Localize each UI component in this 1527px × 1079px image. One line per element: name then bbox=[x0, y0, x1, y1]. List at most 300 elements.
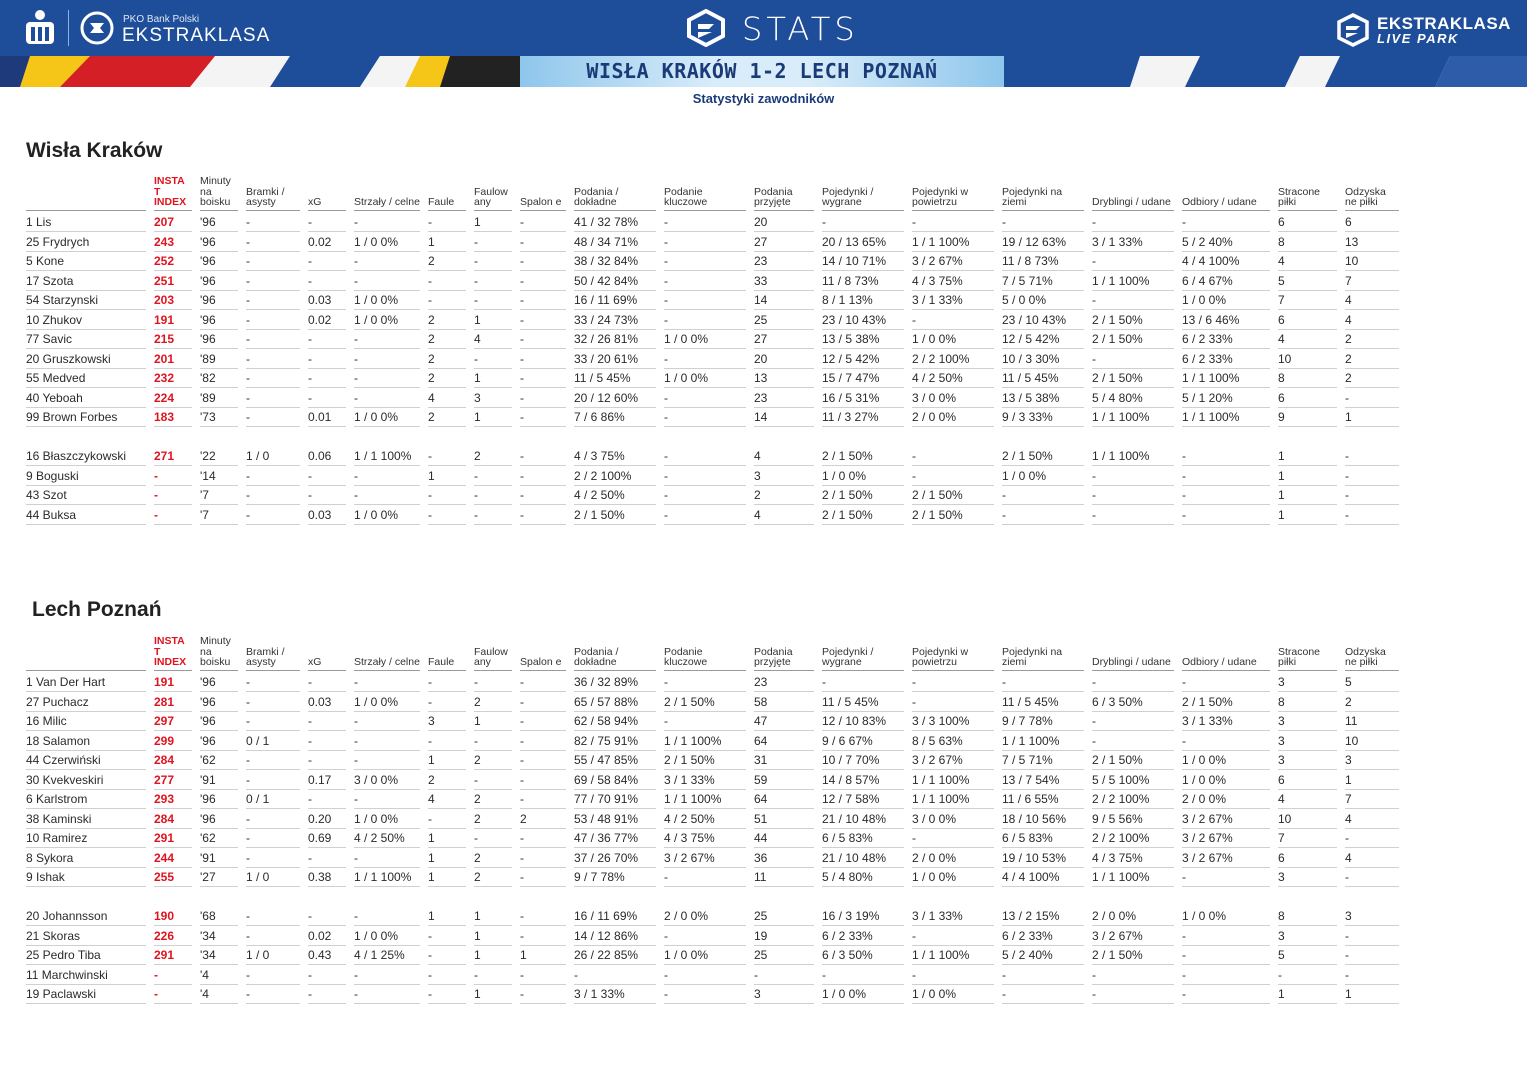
stat-cell bbox=[198, 692, 244, 712]
stat-value: - bbox=[428, 272, 466, 291]
stat-cell bbox=[244, 790, 306, 810]
stat-value: - bbox=[520, 486, 566, 505]
stat-cell bbox=[572, 408, 662, 428]
stat-cell bbox=[820, 408, 910, 428]
stat-value: 7 / 5 71% bbox=[1002, 751, 1084, 770]
spacer-cell bbox=[572, 887, 662, 907]
stat-cell bbox=[1000, 271, 1090, 291]
stat-value: '4 bbox=[200, 985, 238, 1004]
stat-cell bbox=[198, 349, 244, 369]
stat-cell bbox=[472, 868, 518, 888]
spacer-cell bbox=[24, 427, 152, 447]
stat-cell bbox=[152, 731, 198, 751]
stat-value: 10 bbox=[1278, 350, 1337, 369]
stat-cell bbox=[352, 408, 426, 428]
stat-value: 2 / 2 100% bbox=[912, 350, 994, 369]
stat-cell bbox=[152, 673, 198, 693]
stat-value: 4 bbox=[754, 447, 814, 466]
stat-cell bbox=[752, 388, 820, 408]
stat-cell bbox=[152, 751, 198, 771]
stat-value: 11 bbox=[754, 868, 814, 887]
stat-cell bbox=[662, 505, 752, 525]
stat-cell bbox=[198, 829, 244, 849]
stat-value: 1 / 1 100% bbox=[1092, 447, 1174, 466]
stat-cell bbox=[518, 751, 572, 771]
stat-cell bbox=[1343, 330, 1405, 350]
stat-cell bbox=[572, 790, 662, 810]
stat-value: 23 bbox=[754, 252, 814, 271]
stat-value: - bbox=[520, 673, 566, 692]
stat-cell bbox=[662, 907, 752, 927]
stat-value: - bbox=[1092, 673, 1174, 692]
player-name-cell bbox=[24, 712, 152, 732]
player-row bbox=[24, 505, 1405, 525]
stat-cell bbox=[1090, 790, 1180, 810]
player-row bbox=[24, 310, 1405, 330]
stat-value: - bbox=[1345, 927, 1399, 946]
stat-value: - bbox=[308, 712, 346, 731]
stat-cell bbox=[518, 790, 572, 810]
column-header bbox=[352, 636, 426, 673]
stat-value: - bbox=[664, 233, 746, 252]
stat-value: - bbox=[1182, 966, 1270, 985]
stat-cell bbox=[1090, 408, 1180, 428]
stat-value: 224 bbox=[154, 389, 192, 408]
stat-value: 1 / 0 0% bbox=[354, 693, 420, 712]
stat-cell bbox=[572, 252, 662, 272]
stat-value: 25 bbox=[754, 311, 814, 330]
stat-value: 16 / 11 69% bbox=[574, 907, 656, 926]
stat-cell bbox=[1180, 692, 1276, 712]
stat-cell bbox=[572, 232, 662, 252]
stat-cell bbox=[1276, 369, 1343, 389]
stat-cell bbox=[1090, 829, 1180, 849]
column-header bbox=[24, 636, 152, 673]
stat-cell bbox=[1090, 673, 1180, 693]
stat-value: - bbox=[520, 693, 566, 712]
stat-cell bbox=[662, 712, 752, 732]
stat-cell bbox=[198, 291, 244, 311]
column-header bbox=[1180, 636, 1276, 673]
stat-cell bbox=[1276, 486, 1343, 506]
stat-cell bbox=[472, 926, 518, 946]
stat-cell bbox=[426, 751, 472, 771]
column-header-label: Podania / dokładne bbox=[574, 187, 656, 211]
stat-value: - bbox=[1182, 486, 1270, 505]
stat-value: 1 / 1 100% bbox=[912, 771, 994, 790]
stat-cell bbox=[1090, 252, 1180, 272]
stat-cell bbox=[572, 388, 662, 408]
stat-value: - bbox=[154, 467, 192, 486]
stat-value: - bbox=[428, 946, 466, 965]
stat-cell bbox=[306, 985, 352, 1005]
stat-value: 1 / 0 0% bbox=[354, 233, 420, 252]
stat-cell bbox=[1090, 751, 1180, 771]
stat-value: 38 / 32 84% bbox=[574, 252, 656, 271]
stat-cell bbox=[1180, 388, 1276, 408]
spacer-cell bbox=[152, 427, 198, 447]
player-name-cell bbox=[24, 271, 152, 291]
stat-value: 1 / 1 100% bbox=[1002, 732, 1084, 751]
stat-cell bbox=[472, 388, 518, 408]
stat-value: - bbox=[474, 233, 512, 252]
stat-cell bbox=[752, 731, 820, 751]
stat-value: 1 bbox=[1278, 486, 1337, 505]
stat-value: 1 / 1 100% bbox=[912, 946, 994, 965]
stat-value: 6 / 2 33% bbox=[1002, 927, 1084, 946]
stat-value: - bbox=[354, 907, 420, 926]
stat-value: 6 / 5 83% bbox=[822, 829, 904, 848]
stat-value: - bbox=[246, 907, 300, 926]
stat-value: 69 / 58 84% bbox=[574, 771, 656, 790]
stat-cell bbox=[910, 408, 1000, 428]
stat-value: 2 / 1 50% bbox=[664, 751, 746, 770]
stat-value: '96 bbox=[200, 330, 238, 349]
stat-value: 19 / 10 53% bbox=[1002, 849, 1084, 868]
stat-value: - bbox=[474, 486, 512, 505]
stat-value: 1 / 1 100% bbox=[664, 732, 746, 751]
player-row bbox=[24, 829, 1405, 849]
stat-value: 1 bbox=[1278, 985, 1337, 1004]
player-row bbox=[24, 809, 1405, 829]
stat-value: 4 bbox=[1345, 810, 1399, 829]
player-row bbox=[24, 751, 1405, 771]
stat-value: 2 / 1 50% bbox=[1002, 447, 1084, 466]
stat-value: 1 / 1 100% bbox=[912, 790, 994, 809]
stat-cell bbox=[352, 271, 426, 291]
stat-cell bbox=[152, 965, 198, 985]
stat-value: - bbox=[354, 732, 420, 751]
column-header bbox=[518, 636, 572, 673]
player-row bbox=[24, 466, 1405, 486]
stat-cell bbox=[752, 712, 820, 732]
stat-value: 6 / 2 33% bbox=[822, 927, 904, 946]
stat-value: - bbox=[1002, 985, 1084, 1004]
spacer-cell bbox=[820, 427, 910, 447]
stat-cell bbox=[472, 330, 518, 350]
stat-cell bbox=[1343, 829, 1405, 849]
stat-cell bbox=[244, 369, 306, 389]
stat-value: 11 / 5 45% bbox=[1002, 369, 1084, 388]
stat-value: 1 / 0 0% bbox=[354, 408, 420, 427]
player-name: 27 Puchacz bbox=[26, 693, 146, 712]
stat-cell bbox=[426, 486, 472, 506]
stat-value: 65 / 57 88% bbox=[574, 693, 656, 712]
stat-value: 2 / 0 0% bbox=[1092, 907, 1174, 926]
stat-cell bbox=[352, 673, 426, 693]
stat-cell bbox=[472, 790, 518, 810]
stat-value: 19 / 12 63% bbox=[1002, 233, 1084, 252]
column-header bbox=[1180, 176, 1276, 213]
stat-cell bbox=[1276, 926, 1343, 946]
stat-cell bbox=[518, 213, 572, 233]
spacer-cell bbox=[352, 887, 426, 907]
column-header bbox=[24, 176, 152, 213]
stat-value: 8 / 5 63% bbox=[912, 732, 994, 751]
column-header bbox=[910, 176, 1000, 213]
stat-cell bbox=[1180, 751, 1276, 771]
stat-cell bbox=[820, 447, 910, 467]
stat-value: 1 bbox=[474, 712, 512, 731]
player-name-cell bbox=[24, 848, 152, 868]
stat-value: - bbox=[1182, 732, 1270, 751]
stat-value: - bbox=[1182, 868, 1270, 887]
stat-cell bbox=[306, 848, 352, 868]
stat-value: - bbox=[354, 790, 420, 809]
player-row bbox=[24, 271, 1405, 291]
stat-value: - bbox=[520, 712, 566, 731]
stat-cell bbox=[572, 907, 662, 927]
stat-cell bbox=[1276, 505, 1343, 525]
stat-cell bbox=[1000, 310, 1090, 330]
stat-cell bbox=[820, 271, 910, 291]
stat-cell bbox=[662, 466, 752, 486]
stat-cell bbox=[572, 770, 662, 790]
stat-value: 1 bbox=[1345, 408, 1399, 427]
stat-cell bbox=[572, 447, 662, 467]
stat-value: 27 bbox=[754, 330, 814, 349]
stat-cell bbox=[472, 907, 518, 927]
column-header-label: Pojedynki na ziemi bbox=[1002, 187, 1084, 211]
stat-value: 0.02 bbox=[308, 233, 346, 252]
stat-value: 226 bbox=[154, 927, 192, 946]
stat-cell bbox=[1090, 868, 1180, 888]
stat-value: 1 bbox=[474, 213, 512, 232]
stat-cell bbox=[244, 712, 306, 732]
stat-cell bbox=[198, 907, 244, 927]
stat-value: - bbox=[428, 213, 466, 232]
stat-value: - bbox=[664, 985, 746, 1004]
stat-cell bbox=[910, 252, 1000, 272]
stat-value: 3 bbox=[754, 467, 814, 486]
stat-cell bbox=[426, 505, 472, 525]
stat-value: 255 bbox=[154, 868, 192, 887]
stat-value: - bbox=[912, 966, 994, 985]
stat-cell bbox=[352, 466, 426, 486]
stat-value: - bbox=[1182, 946, 1270, 965]
column-header bbox=[472, 176, 518, 213]
stat-cell bbox=[1343, 232, 1405, 252]
stat-cell bbox=[752, 790, 820, 810]
spacer-cell bbox=[1180, 887, 1276, 907]
player-name: 9 Boguski bbox=[26, 467, 146, 486]
stat-cell bbox=[244, 486, 306, 506]
stat-cell bbox=[306, 965, 352, 985]
stat-cell bbox=[244, 731, 306, 751]
stat-value: 13 / 5 38% bbox=[1002, 389, 1084, 408]
stat-value: 284 bbox=[154, 751, 192, 770]
stat-cell bbox=[1000, 848, 1090, 868]
stat-value: - bbox=[520, 790, 566, 809]
stat-value: 3 / 1 33% bbox=[1092, 233, 1174, 252]
spacer-cell bbox=[518, 887, 572, 907]
stat-value: - bbox=[912, 311, 994, 330]
stat-value: 1 / 0 0% bbox=[664, 330, 746, 349]
stat-value: - bbox=[912, 467, 994, 486]
column-header bbox=[820, 636, 910, 673]
stat-cell bbox=[1276, 692, 1343, 712]
stat-cell bbox=[910, 868, 1000, 888]
stat-cell bbox=[1090, 486, 1180, 506]
stat-cell bbox=[352, 692, 426, 712]
stat-value: 6 / 3 50% bbox=[1092, 693, 1174, 712]
stat-cell bbox=[1090, 232, 1180, 252]
player-name: 17 Szota bbox=[26, 272, 146, 291]
stat-value: 243 bbox=[154, 233, 192, 252]
stat-cell bbox=[352, 291, 426, 311]
stat-cell bbox=[820, 829, 910, 849]
stat-cell bbox=[572, 486, 662, 506]
stat-cell bbox=[1000, 829, 1090, 849]
stat-cell bbox=[518, 712, 572, 732]
stat-cell bbox=[244, 232, 306, 252]
stat-value: 3 / 3 100% bbox=[912, 712, 994, 731]
stat-value: 284 bbox=[154, 810, 192, 829]
stat-value: - bbox=[428, 673, 466, 692]
stat-cell bbox=[1343, 809, 1405, 829]
stat-cell bbox=[152, 809, 198, 829]
stat-cell bbox=[1276, 985, 1343, 1005]
stat-value: - bbox=[246, 311, 300, 330]
stat-cell bbox=[910, 809, 1000, 829]
column-header-label: Odzyska ne piłki bbox=[1345, 647, 1399, 671]
column-header bbox=[426, 636, 472, 673]
stat-value: '91 bbox=[200, 849, 238, 868]
stat-value: 0.69 bbox=[308, 829, 346, 848]
stat-value: - bbox=[428, 291, 466, 310]
stat-value: - bbox=[664, 311, 746, 330]
stat-value: - bbox=[1345, 486, 1399, 505]
stat-cell bbox=[152, 946, 198, 966]
stat-cell bbox=[518, 330, 572, 350]
player-name-cell bbox=[24, 770, 152, 790]
stat-value: 1 / 1 100% bbox=[1182, 408, 1270, 427]
spacer-cell bbox=[1276, 427, 1343, 447]
player-name: 55 Medved bbox=[26, 369, 146, 388]
stats-logo-icon bbox=[686, 9, 726, 47]
stat-cell bbox=[352, 388, 426, 408]
stat-cell bbox=[352, 252, 426, 272]
stat-cell bbox=[1180, 809, 1276, 829]
stat-cell bbox=[306, 868, 352, 888]
spacer-cell bbox=[1000, 427, 1090, 447]
stat-value: 12 / 10 83% bbox=[822, 712, 904, 731]
stat-value: - bbox=[1182, 467, 1270, 486]
stat-value: 53 / 48 91% bbox=[574, 810, 656, 829]
stat-value: 4 / 1 25% bbox=[354, 946, 420, 965]
stat-cell bbox=[662, 965, 752, 985]
spacer-cell bbox=[910, 427, 1000, 447]
stat-value: 1 / 1 100% bbox=[1092, 868, 1174, 887]
player-name: 20 Gruszkowski bbox=[26, 350, 146, 369]
stat-cell bbox=[1180, 829, 1276, 849]
stat-value: - bbox=[474, 829, 512, 848]
stat-value: - bbox=[246, 213, 300, 232]
column-header bbox=[198, 176, 244, 213]
stat-cell bbox=[426, 466, 472, 486]
player-name-cell bbox=[24, 369, 152, 389]
stat-value: - bbox=[308, 252, 346, 271]
player-name-cell bbox=[24, 926, 152, 946]
stat-value: - bbox=[664, 868, 746, 887]
stat-cell bbox=[752, 751, 820, 771]
stat-value: 10 bbox=[1345, 252, 1399, 271]
stat-cell bbox=[662, 271, 752, 291]
stat-cell bbox=[306, 692, 352, 712]
stat-value: - bbox=[1092, 506, 1174, 525]
stat-value: 2 bbox=[474, 810, 512, 829]
stat-cell bbox=[910, 946, 1000, 966]
stat-cell bbox=[1343, 310, 1405, 330]
stat-value: - bbox=[474, 966, 512, 985]
stat-cell bbox=[198, 673, 244, 693]
stat-value: - bbox=[1092, 467, 1174, 486]
stat-cell bbox=[426, 213, 472, 233]
stat-value: 297 bbox=[154, 712, 192, 731]
stat-value: '96 bbox=[200, 213, 238, 232]
stat-cell bbox=[1180, 349, 1276, 369]
stat-cell bbox=[472, 466, 518, 486]
stat-value: - bbox=[520, 389, 566, 408]
stat-cell bbox=[1090, 349, 1180, 369]
stat-value: - bbox=[1092, 712, 1174, 731]
stat-value: '96 bbox=[200, 693, 238, 712]
stat-value: - bbox=[912, 693, 994, 712]
stat-cell bbox=[198, 868, 244, 888]
stat-cell bbox=[1000, 486, 1090, 506]
stat-cell bbox=[1343, 790, 1405, 810]
stat-value: 3 bbox=[1278, 673, 1337, 692]
stat-value: 5 / 2 40% bbox=[1002, 946, 1084, 965]
stat-value: 1 / 0 0% bbox=[912, 985, 994, 1004]
stat-value: 13 / 2 15% bbox=[1002, 907, 1084, 926]
player-name: 6 Karlstrom bbox=[26, 790, 146, 809]
column-header-label: Bramki / asysty bbox=[246, 647, 300, 671]
stat-cell bbox=[572, 712, 662, 732]
stat-value: '14 bbox=[200, 467, 238, 486]
stat-cell bbox=[1180, 712, 1276, 732]
stat-value: 2 / 1 50% bbox=[1092, 946, 1174, 965]
stat-cell bbox=[306, 408, 352, 428]
stat-value: - bbox=[428, 693, 466, 712]
stat-cell bbox=[152, 848, 198, 868]
stat-value: 0.06 bbox=[308, 447, 346, 466]
stat-value: 3 bbox=[428, 712, 466, 731]
stat-cell bbox=[1343, 252, 1405, 272]
stat-cell bbox=[244, 809, 306, 829]
stat-cell bbox=[820, 731, 910, 751]
stat-cell bbox=[198, 447, 244, 467]
stat-value: - bbox=[1182, 506, 1270, 525]
stat-value: - bbox=[1345, 389, 1399, 408]
stat-cell bbox=[1180, 965, 1276, 985]
player-name-cell bbox=[24, 408, 152, 428]
stat-value: 3 / 2 67% bbox=[912, 252, 994, 271]
player-name: 21 Skoras bbox=[26, 927, 146, 946]
stat-cell bbox=[662, 751, 752, 771]
stat-value: - bbox=[428, 810, 466, 829]
player-name-cell bbox=[24, 731, 152, 751]
stat-cell bbox=[198, 505, 244, 525]
stat-value: - bbox=[308, 907, 346, 926]
stat-value: '62 bbox=[200, 751, 238, 770]
stat-cell bbox=[1180, 946, 1276, 966]
column-header-label: Pojedynki w powietrzu bbox=[912, 647, 994, 671]
stat-cell bbox=[306, 926, 352, 946]
stat-value: - bbox=[308, 330, 346, 349]
stat-cell bbox=[306, 712, 352, 732]
player-row bbox=[24, 770, 1405, 790]
